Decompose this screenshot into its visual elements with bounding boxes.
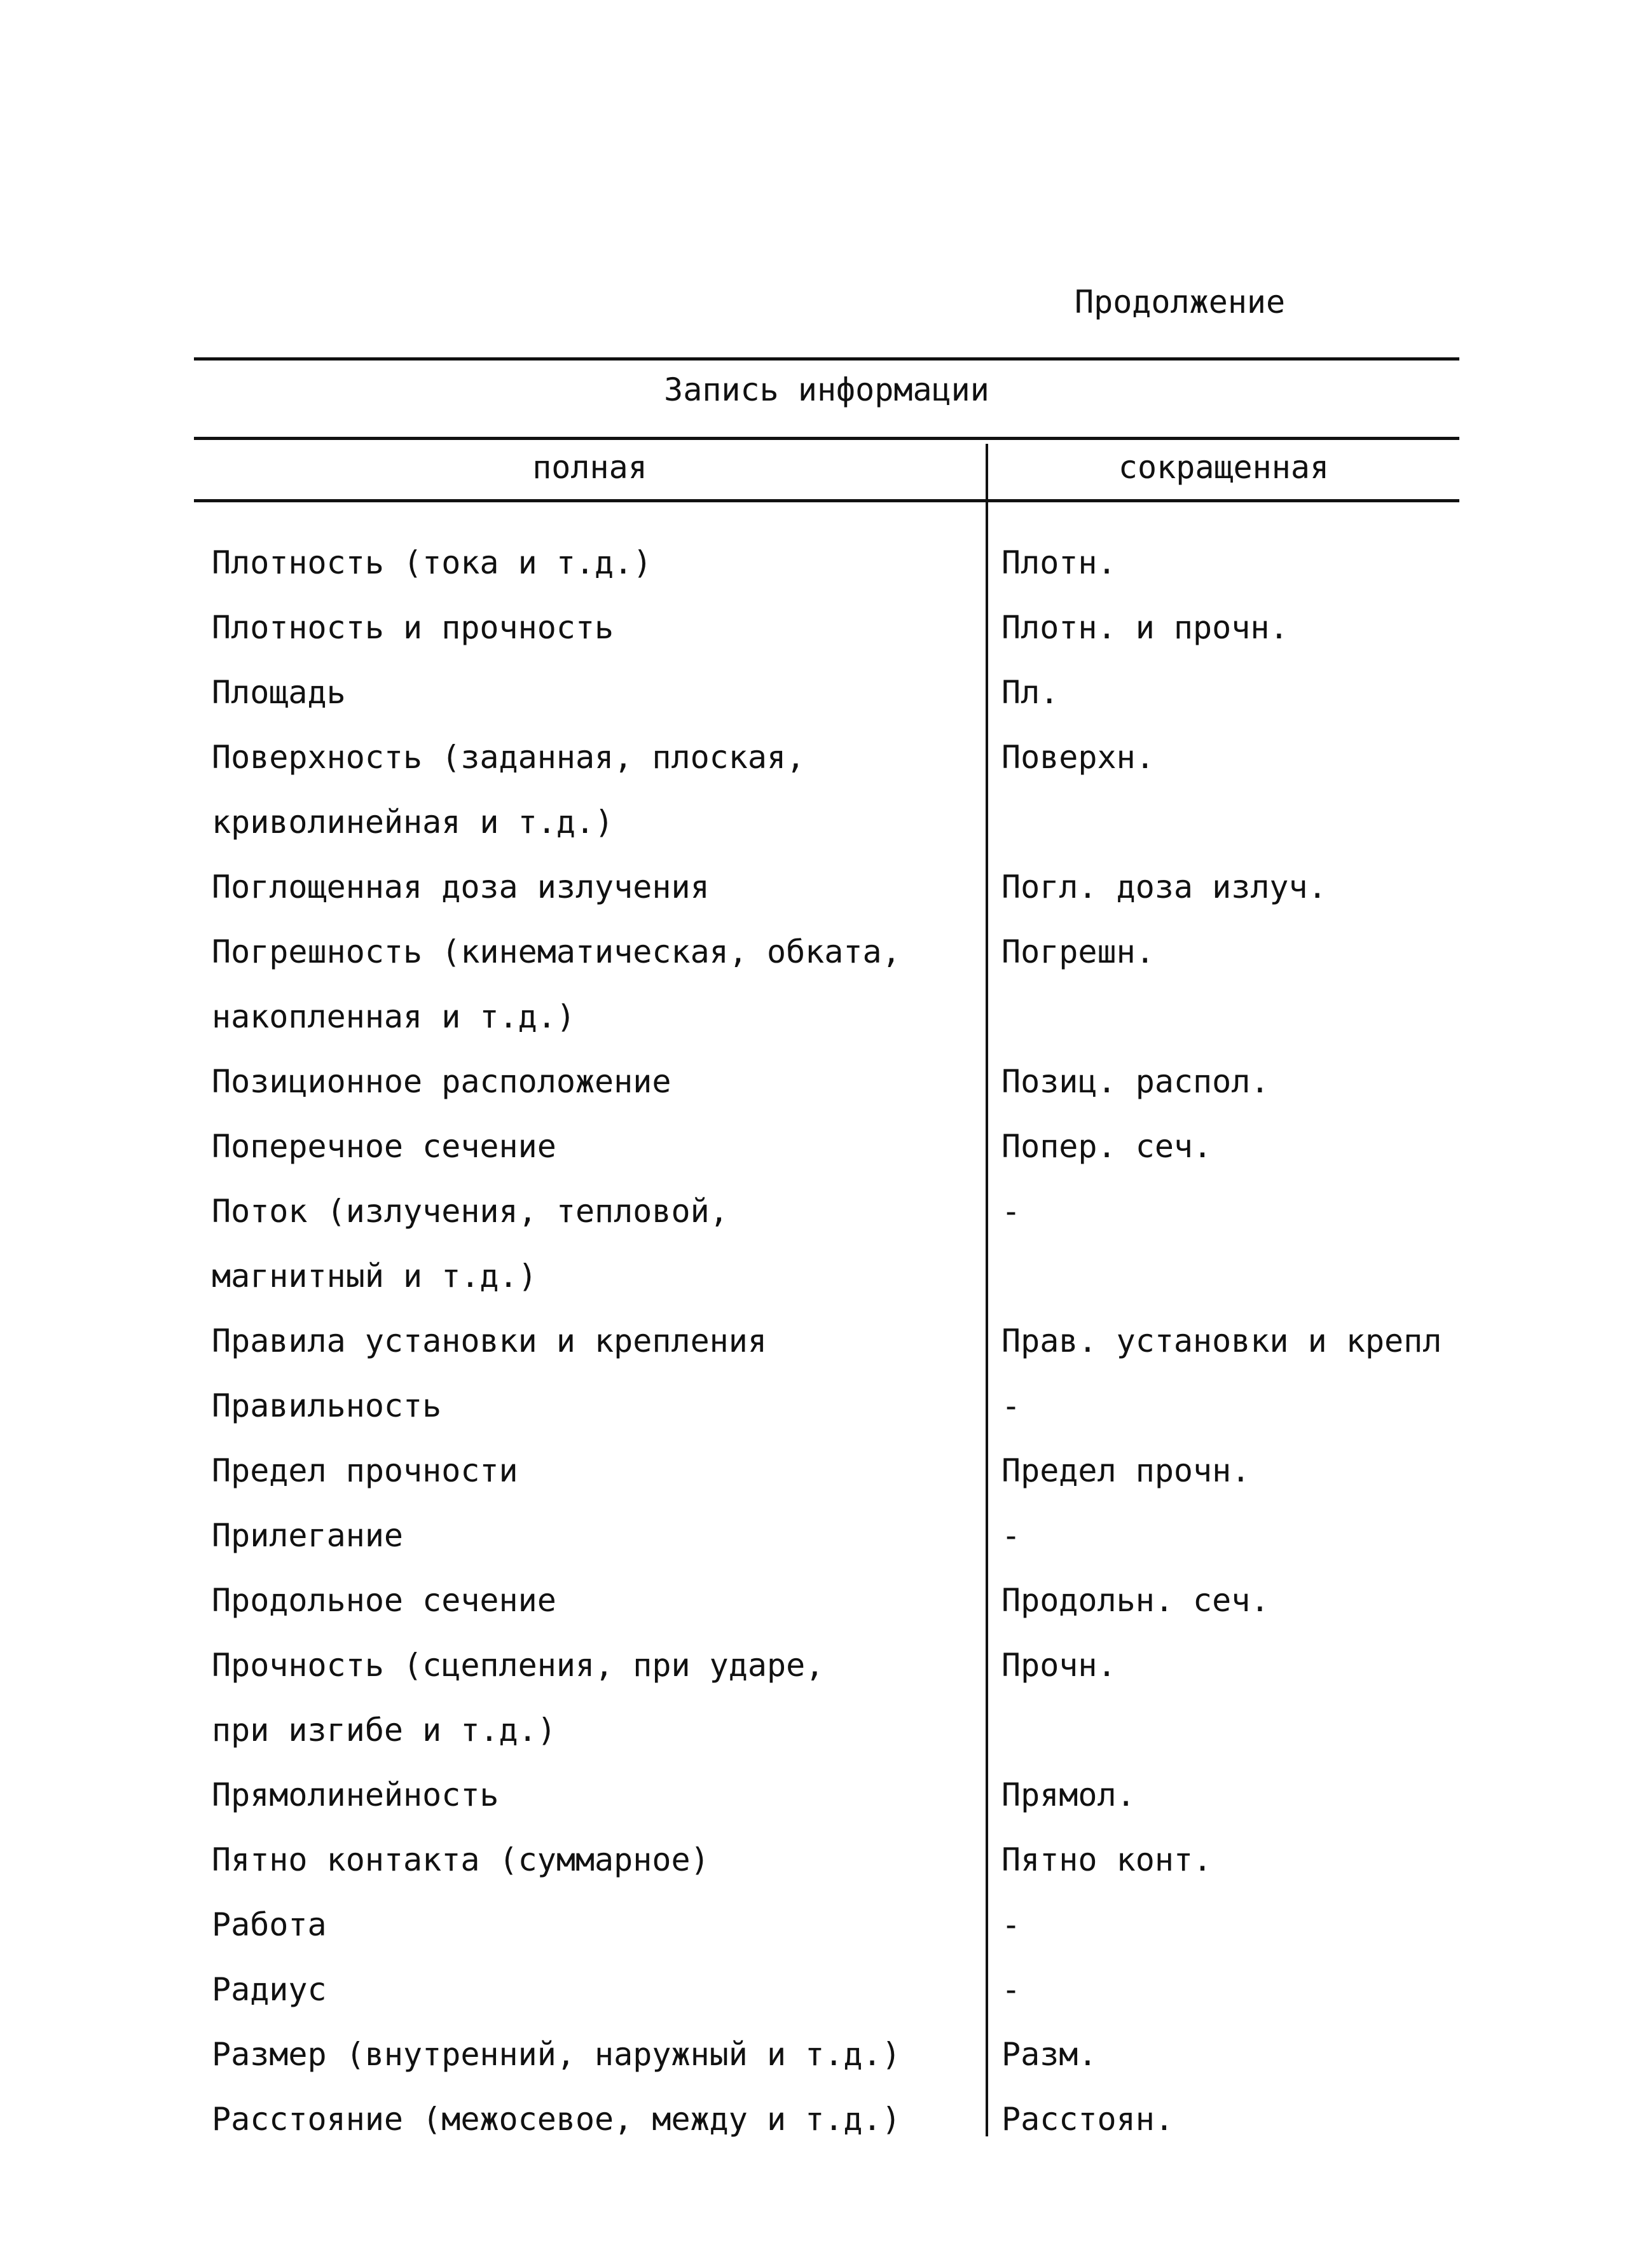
cell-full: Размер (внутренний, наружный и т.д.) [212,2036,901,2073]
table-body-rule [194,499,1459,502]
cell-full: Площадь [212,674,346,711]
table-row [0,1513,1638,1578]
cell-full: Радиус [212,1971,327,2008]
table-row [0,1059,1638,1124]
table-row [0,994,1638,1059]
table-row [0,540,1638,605]
cell-short: Плотн. и прочн. [1001,609,1289,646]
table-header-rule [194,437,1459,440]
cell-short: Погрешн. [1001,933,1155,970]
continuation-label: Продолжение [1075,284,1286,320]
cell-full: Плотность (тока и т.д.) [212,544,652,581]
cell-full: Прочность (сцепления, при ударе, [212,1647,825,1684]
table-row [0,2032,1638,2097]
cell-full: Правила установки и крепления [212,1323,767,1359]
cell-short: Плотн. [1001,544,1117,581]
cell-full: Правильность [212,1387,442,1424]
table-row [0,1967,1638,2032]
table-row [0,1319,1638,1384]
table-top-rule [194,357,1459,361]
cell-short: Пятно конт. [1001,1841,1213,1878]
table-row [0,735,1638,800]
cell-full: Поток (излучения, тепловой, [212,1193,729,1230]
table-title: Запись информации [664,371,989,408]
cell-short: Пл. [1001,674,1059,711]
cell-full: Поперечное сечение [212,1128,556,1165]
cell-short: Прямол. [1001,1777,1136,1813]
cell-short: Поверхн. [1001,739,1155,776]
table-row [0,1578,1638,1643]
cell-full: накопленная и т.д.) [212,998,575,1035]
cell-short: - [1001,1971,1021,2008]
cell-short: Попер. сеч. [1001,1128,1213,1165]
cell-short: Предел прочн. [1001,1452,1251,1489]
cell-full: Работа [212,1906,327,1943]
table-row [0,1773,1638,1838]
cell-short: Разм. [1001,2036,1098,2073]
cell-full: Прямолинейность [212,1777,499,1813]
table-row [0,1902,1638,1967]
cell-short: Погл. доза излуч. [1001,869,1327,905]
table-row [0,1254,1638,1319]
table-row [0,1838,1638,1902]
table-row [0,1708,1638,1773]
cell-full: Продольное сечение [212,1582,556,1619]
table-row [0,1448,1638,1513]
cell-short: Расстоян. [1001,2101,1174,2138]
cell-short: - [1001,1193,1021,1230]
cell-short: Прочн. [1001,1647,1117,1684]
column-header-short: сокращенная [1118,449,1330,486]
table-row [0,2097,1638,2162]
table-row [0,670,1638,735]
table-row [0,1384,1638,1448]
cell-short: Продольн. сеч. [1001,1582,1270,1619]
cell-full: Позиционное расположение [212,1063,671,1100]
cell-full: Поверхность (заданная, плоская, [212,739,806,776]
table-row [0,1643,1638,1708]
cell-full: криволинейная и т.д.) [212,804,614,841]
cell-short: Позиц. распол. [1001,1063,1270,1100]
column-header-full: полная [532,449,647,486]
cell-full: Погрешность (кинематическая, обката, [212,933,901,970]
table-body [0,540,1638,2162]
cell-short: Прав. установки и крепл [1001,1323,1442,1359]
cell-full: Прилегание [212,1517,404,1554]
cell-short: - [1001,1517,1021,1554]
table-row [0,605,1638,670]
cell-full: Поглощенная доза излучения [212,869,710,905]
table-row [0,800,1638,865]
table-row [0,930,1638,994]
cell-short: - [1001,1906,1021,1943]
cell-full: Предел прочности [212,1452,518,1489]
cell-short: - [1001,1387,1021,1424]
cell-full: Плотность и прочность [212,609,614,646]
cell-full: магнитный и т.д.) [212,1258,537,1295]
cell-full: Расстояние (межосевое, между и т.д.) [212,2101,901,2138]
table-row [0,865,1638,930]
table-row [0,1124,1638,1189]
cell-full: Пятно контакта (суммарное) [212,1841,710,1878]
table-row [0,1189,1638,1254]
cell-full: при изгибе и т.д.) [212,1712,556,1749]
